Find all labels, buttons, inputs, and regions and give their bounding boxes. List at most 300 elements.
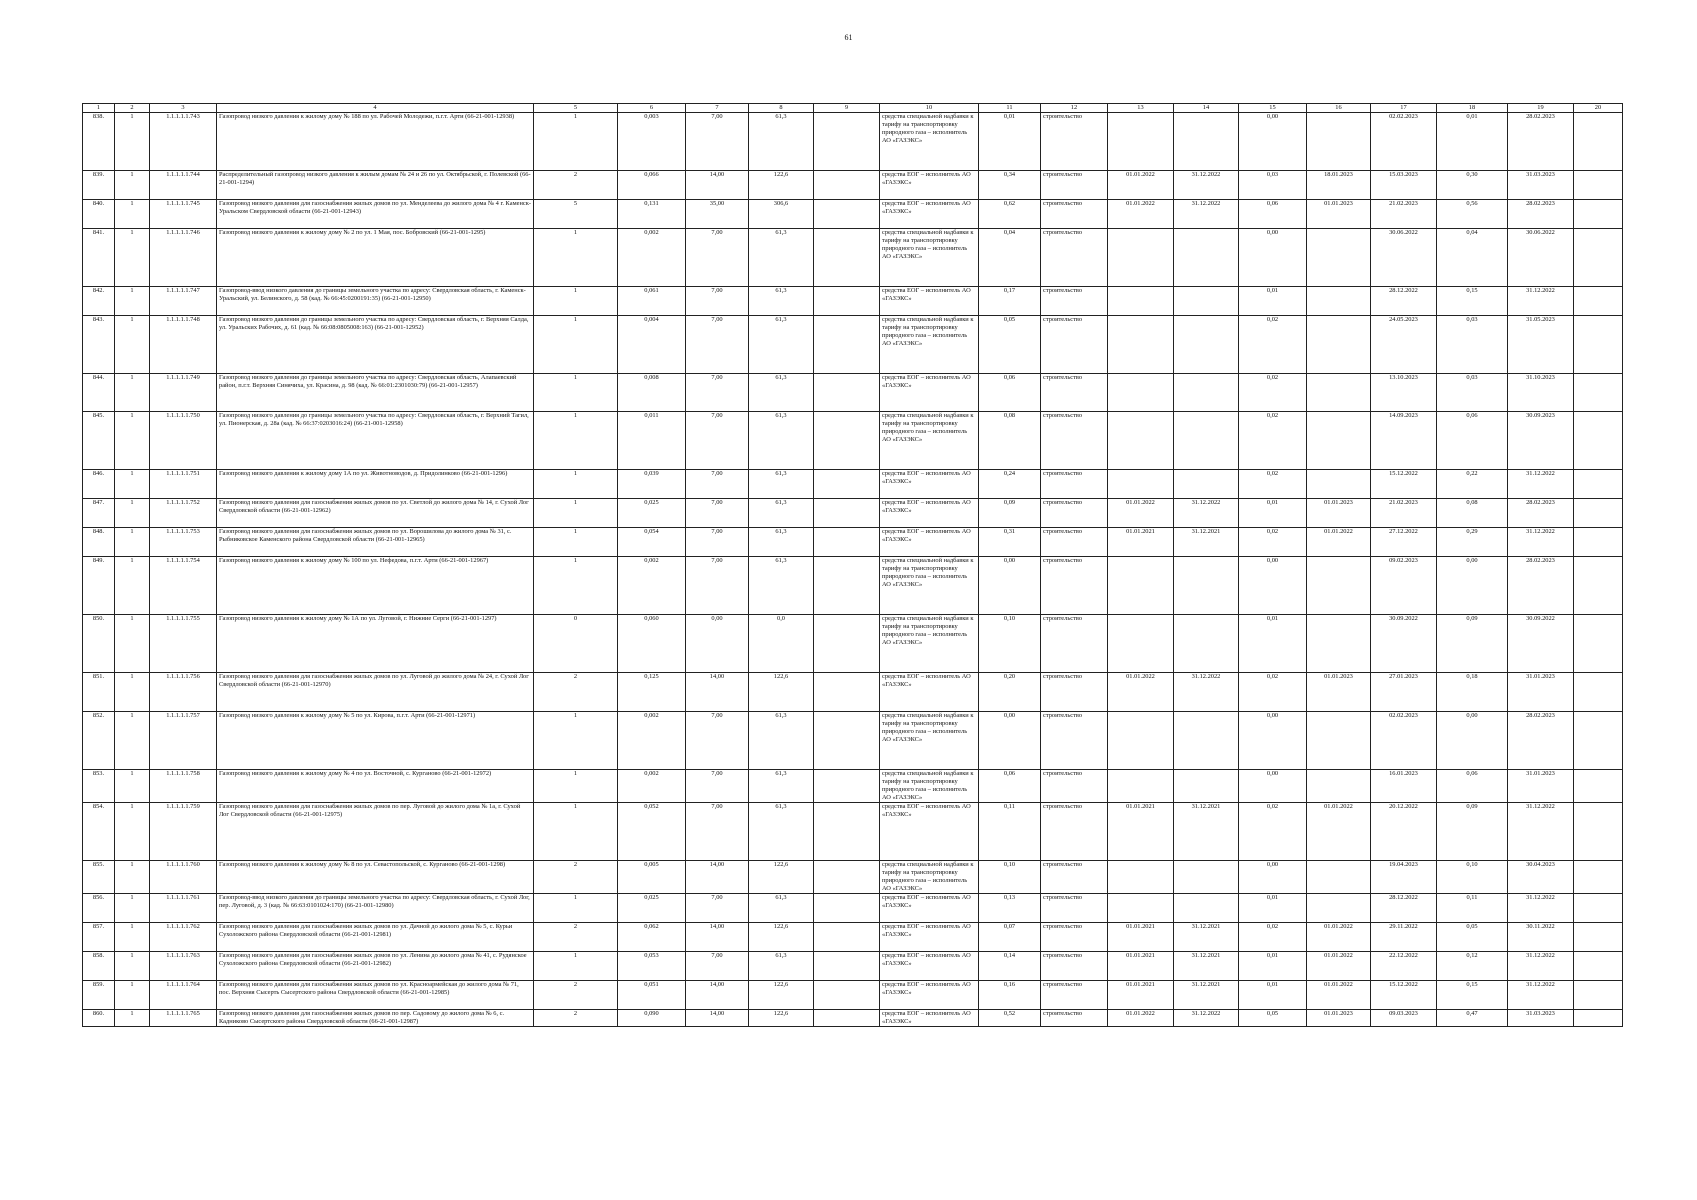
cell-col20 <box>1574 615 1623 673</box>
cell-col20 <box>1574 316 1623 374</box>
cell-col8: 122,6 <box>749 980 814 1009</box>
cell-col2: 1 <box>115 951 150 980</box>
cell-col5: 2 <box>534 860 618 893</box>
cell-col18: 0,11 <box>1437 893 1508 922</box>
cell-col11: 0,09 <box>979 499 1041 528</box>
cell-end-date: 31.12.2022 <box>1174 673 1239 712</box>
cell-object-name: Газопровод низкого давления для газоснабжения жилых домов по пер. Луговой до жилого дома № 1а, г. Сухой Лог Свердловской области (66-21-001-12975) <box>217 802 534 860</box>
table-row <box>83 980 1623 1009</box>
cell-funding-source: средства ЕОГ – исполнитель АО «ГАЗЭКС» <box>880 922 979 951</box>
cell-end-date <box>1174 557 1239 615</box>
cell-work-type: строительство <box>1041 557 1108 615</box>
cell-col20 <box>1574 374 1623 412</box>
column-header-10: 10 <box>880 104 979 113</box>
column-header-19: 19 <box>1508 104 1574 113</box>
cell-col2: 1 <box>115 1009 150 1026</box>
cell-end-date: 31.12.2021 <box>1174 951 1239 980</box>
cell-row-number: 853. <box>83 770 115 803</box>
cell-col18: 0,01 <box>1437 113 1508 171</box>
table-row <box>83 673 1623 712</box>
cell-length: 0,005 <box>618 860 686 893</box>
cell-start-date <box>1108 860 1174 893</box>
cell-col18: 0,00 <box>1437 557 1508 615</box>
cell-length: 0,125 <box>618 673 686 712</box>
cell-row-number: 848. <box>83 528 115 557</box>
cell-col20 <box>1574 893 1623 922</box>
cell-col11: 0,10 <box>979 615 1041 673</box>
cell-object-name: Газопровод-ввод низкого давления до границы земельного участка по адресу: Свердловская область, г. Сухой Лог, пер. Луговой, д. 3 (кад. № 66:63:0101024:170) (66-21-001-12980) <box>217 893 534 922</box>
cell-col20 <box>1574 113 1623 171</box>
cell-col9 <box>814 316 880 374</box>
cell-code: 1.1.1.1.1.757 <box>150 712 217 770</box>
cell-col11: 0,34 <box>979 171 1041 200</box>
cell-col7: 7,00 <box>686 499 749 528</box>
cell-col8: 61,3 <box>749 229 814 287</box>
table-row <box>83 200 1623 229</box>
column-header-4: 4 <box>217 104 534 113</box>
cell-work-type: строительство <box>1041 287 1108 316</box>
column-header-6: 6 <box>618 104 686 113</box>
cell-date17: 09.02.2023 <box>1371 557 1437 615</box>
cell-row-number: 839. <box>83 171 115 200</box>
cell-funding-source: средства ЕОГ – исполнитель АО «ГАЗЭКС» <box>880 499 979 528</box>
column-header-2: 2 <box>115 104 150 113</box>
cell-col9 <box>814 470 880 499</box>
cell-row-number: 849. <box>83 557 115 615</box>
cell-start-date <box>1108 412 1174 470</box>
cell-date17: 27.12.2022 <box>1371 528 1437 557</box>
cell-funding-source: средства ЕОГ – исполнитель АО «ГАЗЭКС» <box>880 673 979 712</box>
cell-length: 0,054 <box>618 528 686 557</box>
cell-date17: 29.11.2022 <box>1371 922 1437 951</box>
cell-col5: 2 <box>534 922 618 951</box>
column-header-7: 7 <box>686 104 749 113</box>
table-row <box>83 770 1623 803</box>
cell-end-date <box>1174 113 1239 171</box>
cell-col8: 61,3 <box>749 893 814 922</box>
cell-col2: 1 <box>115 171 150 200</box>
cell-col7: 7,00 <box>686 528 749 557</box>
cell-col2: 1 <box>115 113 150 171</box>
cell-col7: 14,00 <box>686 922 749 951</box>
cell-col8: 61,3 <box>749 316 814 374</box>
cell-start-date: 01.01.2022 <box>1108 1009 1174 1026</box>
cell-col15: 0,00 <box>1239 113 1307 171</box>
cell-col20 <box>1574 528 1623 557</box>
cell-work-type: строительство <box>1041 374 1108 412</box>
cell-col16: 01.01.2023 <box>1307 499 1371 528</box>
cell-row-number: 855. <box>83 860 115 893</box>
cell-col11: 0,06 <box>979 770 1041 803</box>
cell-col16: 01.01.2022 <box>1307 951 1371 980</box>
cell-length: 0,131 <box>618 200 686 229</box>
cell-col7: 7,00 <box>686 113 749 171</box>
cell-col20 <box>1574 229 1623 287</box>
cell-col18: 0,29 <box>1437 528 1508 557</box>
cell-col16 <box>1307 113 1371 171</box>
cell-object-name: Газопровод низкого давления к жилому дому № 5 по ул. Кирова, п.г.т. Арти (66-21-001-12971) <box>217 712 534 770</box>
cell-col15: 0,02 <box>1239 316 1307 374</box>
cell-col15: 0,01 <box>1239 287 1307 316</box>
cell-work-type: строительство <box>1041 673 1108 712</box>
cell-col8: 61,3 <box>749 113 814 171</box>
cell-col9 <box>814 412 880 470</box>
cell-date17: 21.02.2023 <box>1371 200 1437 229</box>
cell-row-number: 860. <box>83 1009 115 1026</box>
cell-row-number: 846. <box>83 470 115 499</box>
cell-col11: 0,16 <box>979 980 1041 1009</box>
cell-col20 <box>1574 712 1623 770</box>
column-header-12: 12 <box>1041 104 1108 113</box>
cell-col9 <box>814 1009 880 1026</box>
cell-col7: 14,00 <box>686 673 749 712</box>
cell-end-date <box>1174 316 1239 374</box>
cell-col8: 122,6 <box>749 1009 814 1026</box>
table-row <box>83 229 1623 287</box>
cell-col15: 0,02 <box>1239 528 1307 557</box>
cell-start-date <box>1108 229 1174 287</box>
cell-row-number: 858. <box>83 951 115 980</box>
cell-end-date <box>1174 287 1239 316</box>
cell-date19: 31.12.2022 <box>1508 802 1574 860</box>
cell-date19: 28.02.2023 <box>1508 557 1574 615</box>
cell-col11: 0,00 <box>979 712 1041 770</box>
cell-col16: 01.01.2023 <box>1307 673 1371 712</box>
cell-row-number: 844. <box>83 374 115 412</box>
column-header-15: 15 <box>1239 104 1307 113</box>
cell-col18: 0,05 <box>1437 922 1508 951</box>
cell-col15: 0,05 <box>1239 1009 1307 1026</box>
column-header-13: 13 <box>1108 104 1174 113</box>
cell-col9 <box>814 113 880 171</box>
cell-col5: 1 <box>534 893 618 922</box>
cell-length: 0,025 <box>618 499 686 528</box>
cell-col9 <box>814 499 880 528</box>
cell-col18: 0,09 <box>1437 615 1508 673</box>
column-header-5: 5 <box>534 104 618 113</box>
cell-col9 <box>814 893 880 922</box>
cell-object-name: Газопровод низкого давления до границы земельного участка по адресу: Свердловская область, Алапаевский район, п.г.т. Верхняя Синячиха, ул. Красина, д. 98 (кад. № 66:01:2301030:79) (66-21-001-12957) <box>217 374 534 412</box>
cell-work-type: строительство <box>1041 528 1108 557</box>
cell-col8: 61,3 <box>749 557 814 615</box>
cell-work-type: строительство <box>1041 893 1108 922</box>
cell-end-date: 31.12.2022 <box>1174 1009 1239 1026</box>
cell-work-type: строительство <box>1041 470 1108 499</box>
cell-length: 0,090 <box>618 1009 686 1026</box>
cell-col15: 0,02 <box>1239 802 1307 860</box>
cell-col9 <box>814 528 880 557</box>
cell-work-type: строительство <box>1041 316 1108 374</box>
cell-object-name: Газопровод низкого давления для газоснабжения жилых домов по ул. Ленина до жилого дома № 41, с. Рудянское Сухоложского района Свердловской области (66-21-001-12982) <box>217 951 534 980</box>
cell-col7: 14,00 <box>686 860 749 893</box>
table-row <box>83 499 1623 528</box>
cell-work-type: строительство <box>1041 860 1108 893</box>
cell-col8: 122,6 <box>749 171 814 200</box>
cell-object-name: Газопровод низкого давления для газоснабжения жилых домов по ул. Красноармейская до жилого дома № 71, пос. Верхняя Сысерть Сысертского района Свердловской области (66-21-001-12985) <box>217 980 534 1009</box>
cell-date19: 28.02.2023 <box>1508 113 1574 171</box>
cell-col15: 0,02 <box>1239 673 1307 712</box>
cell-code: 1.1.1.1.1.759 <box>150 802 217 860</box>
cell-work-type: строительство <box>1041 412 1108 470</box>
cell-col8: 61,3 <box>749 412 814 470</box>
cell-col15: 0,00 <box>1239 557 1307 615</box>
cell-col20 <box>1574 200 1623 229</box>
cell-date17: 30.09.2022 <box>1371 615 1437 673</box>
cell-end-date <box>1174 860 1239 893</box>
cell-object-name: Распределительный газопровод низкого давления к жилым домам № 24 и 26 по ул. Октябрьской, г. Полевской (66-21-001-1294) <box>217 171 534 200</box>
cell-col16: 01.01.2022 <box>1307 528 1371 557</box>
cell-col7: 7,00 <box>686 893 749 922</box>
table-body <box>83 113 1623 1027</box>
cell-col20 <box>1574 470 1623 499</box>
cell-funding-source: средства специальной надбавки к тарифу на транспортировку природного газа – исполнитель АО «ГАЗЭКС» <box>880 860 979 893</box>
cell-date19: 28.02.2023 <box>1508 499 1574 528</box>
cell-work-type: строительство <box>1041 200 1108 229</box>
column-header-14: 14 <box>1174 104 1239 113</box>
cell-date19: 28.02.2023 <box>1508 712 1574 770</box>
cell-col20 <box>1574 980 1623 1009</box>
cell-code: 1.1.1.1.1.748 <box>150 316 217 374</box>
cell-col16: 18.01.2023 <box>1307 171 1371 200</box>
cell-col20 <box>1574 557 1623 615</box>
cell-work-type: строительство <box>1041 951 1108 980</box>
cell-date17: 13.10.2023 <box>1371 374 1437 412</box>
cell-funding-source: средства специальной надбавки к тарифу на транспортировку природного газа – исполнитель АО «ГАЗЭКС» <box>880 113 979 171</box>
cell-row-number: 852. <box>83 712 115 770</box>
cell-end-date <box>1174 770 1239 803</box>
cell-col18: 0,56 <box>1437 200 1508 229</box>
cell-col16 <box>1307 374 1371 412</box>
cell-code: 1.1.1.1.1.744 <box>150 171 217 200</box>
cell-date17: 15.03.2023 <box>1371 171 1437 200</box>
cell-col15: 0,02 <box>1239 374 1307 412</box>
cell-col15: 0,01 <box>1239 893 1307 922</box>
cell-date17: 28.12.2022 <box>1371 287 1437 316</box>
cell-start-date: 01.01.2021 <box>1108 980 1174 1009</box>
cell-col15: 0,02 <box>1239 412 1307 470</box>
objects-table <box>82 103 1623 1027</box>
cell-date17: 28.12.2022 <box>1371 893 1437 922</box>
cell-code: 1.1.1.1.1.749 <box>150 374 217 412</box>
cell-row-number: 851. <box>83 673 115 712</box>
cell-date19: 31.01.2023 <box>1508 770 1574 803</box>
cell-col18: 0,30 <box>1437 171 1508 200</box>
cell-funding-source: средства специальной надбавки к тарифу на транспортировку природного газа – исполнитель АО «ГАЗЭКС» <box>880 615 979 673</box>
cell-col2: 1 <box>115 860 150 893</box>
table-row <box>83 712 1623 770</box>
cell-funding-source: средства ЕОГ – исполнитель АО «ГАЗЭКС» <box>880 1009 979 1026</box>
cell-code: 1.1.1.1.1.752 <box>150 499 217 528</box>
cell-row-number: 859. <box>83 980 115 1009</box>
table-row <box>83 802 1623 860</box>
cell-work-type: строительство <box>1041 615 1108 673</box>
cell-row-number: 854. <box>83 802 115 860</box>
cell-col5: 1 <box>534 374 618 412</box>
cell-col9 <box>814 615 880 673</box>
cell-end-date: 31.12.2021 <box>1174 528 1239 557</box>
cell-col5: 1 <box>534 412 618 470</box>
cell-col15: 0,00 <box>1239 860 1307 893</box>
cell-col16 <box>1307 712 1371 770</box>
cell-end-date <box>1174 470 1239 499</box>
cell-col9 <box>814 171 880 200</box>
cell-col8: 122,6 <box>749 922 814 951</box>
table-row <box>83 412 1623 470</box>
cell-funding-source: средства специальной надбавки к тарифу на транспортировку природного газа – исполнитель АО «ГАЗЭКС» <box>880 229 979 287</box>
column-header-8: 8 <box>749 104 814 113</box>
cell-funding-source: средства специальной надбавки к тарифу на транспортировку природного газа – исполнитель АО «ГАЗЭКС» <box>880 557 979 615</box>
cell-start-date <box>1108 557 1174 615</box>
cell-col5: 1 <box>534 499 618 528</box>
cell-col2: 1 <box>115 287 150 316</box>
cell-col2: 1 <box>115 470 150 499</box>
cell-col5: 1 <box>534 557 618 615</box>
cell-col7: 7,00 <box>686 412 749 470</box>
cell-col5: 2 <box>534 673 618 712</box>
cell-col15: 0,01 <box>1239 615 1307 673</box>
cell-start-date <box>1108 316 1174 374</box>
table-row <box>83 860 1623 893</box>
cell-col2: 1 <box>115 528 150 557</box>
cell-col8: 306,6 <box>749 200 814 229</box>
cell-col11: 0,13 <box>979 893 1041 922</box>
cell-col18: 0,03 <box>1437 316 1508 374</box>
cell-start-date: 01.01.2022 <box>1108 200 1174 229</box>
cell-col9 <box>814 802 880 860</box>
cell-funding-source: средства ЕОГ – исполнитель АО «ГАЗЭКС» <box>880 893 979 922</box>
cell-date19: 30.11.2022 <box>1508 922 1574 951</box>
cell-col7: 0,00 <box>686 615 749 673</box>
cell-col5: 1 <box>534 770 618 803</box>
cell-date19: 31.12.2022 <box>1508 528 1574 557</box>
cell-code: 1.1.1.1.1.746 <box>150 229 217 287</box>
cell-work-type: строительство <box>1041 229 1108 287</box>
cell-col18: 0,06 <box>1437 412 1508 470</box>
cell-date19: 30.06.2022 <box>1508 229 1574 287</box>
cell-col16 <box>1307 229 1371 287</box>
cell-col7: 7,00 <box>686 316 749 374</box>
cell-end-date <box>1174 893 1239 922</box>
cell-col11: 0,10 <box>979 860 1041 893</box>
cell-col2: 1 <box>115 499 150 528</box>
cell-work-type: строительство <box>1041 171 1108 200</box>
cell-col18: 0,10 <box>1437 860 1508 893</box>
cell-col7: 7,00 <box>686 557 749 615</box>
cell-col15: 0,00 <box>1239 770 1307 803</box>
table-row <box>83 951 1623 980</box>
cell-col7: 35,00 <box>686 200 749 229</box>
cell-date19: 30.09.2023 <box>1508 412 1574 470</box>
cell-end-date: 31.12.2021 <box>1174 802 1239 860</box>
cell-work-type: строительство <box>1041 712 1108 770</box>
cell-date17: 09.03.2023 <box>1371 1009 1437 1026</box>
cell-col8: 61,3 <box>749 470 814 499</box>
cell-date17: 27.01.2023 <box>1371 673 1437 712</box>
cell-length: 0,053 <box>618 951 686 980</box>
cell-col9 <box>814 673 880 712</box>
cell-col20 <box>1574 499 1623 528</box>
cell-start-date <box>1108 893 1174 922</box>
cell-col11: 0,52 <box>979 1009 1041 1026</box>
cell-start-date: 01.01.2022 <box>1108 673 1174 712</box>
cell-end-date <box>1174 229 1239 287</box>
cell-object-name: Газопровод низкого давления до границы земельного участка по адресу: Свердловская область, г. Верхний Тагил, ул. Пионерская, д. 28а (кад. № 66:37:0203016:24) (66-21-001-12958) <box>217 412 534 470</box>
cell-object-name: Газопровод низкого давления до границы земельного участка по адресу: Свердловская область, г. Верхняя Салда, ул. Уральских Рабочих, д. 61 (кад. № 66:08:0805008:163) (66-21-001-12952) <box>217 316 534 374</box>
cell-col2: 1 <box>115 557 150 615</box>
cell-date19: 31.12.2022 <box>1508 980 1574 1009</box>
cell-row-number: 857. <box>83 922 115 951</box>
cell-length: 0,052 <box>618 802 686 860</box>
cell-length: 0,002 <box>618 229 686 287</box>
cell-date19: 31.03.2023 <box>1508 171 1574 200</box>
cell-code: 1.1.1.1.1.754 <box>150 557 217 615</box>
cell-col9 <box>814 229 880 287</box>
cell-funding-source: средства специальной надбавки к тарифу на транспортировку природного газа – исполнитель АО «ГАЗЭКС» <box>880 316 979 374</box>
cell-col20 <box>1574 922 1623 951</box>
cell-funding-source: средства ЕОГ – исполнитель АО «ГАЗЭКС» <box>880 980 979 1009</box>
cell-col5: 2 <box>534 171 618 200</box>
cell-date17: 30.06.2022 <box>1371 229 1437 287</box>
cell-col16 <box>1307 770 1371 803</box>
cell-col9 <box>814 951 880 980</box>
cell-col18: 0,15 <box>1437 287 1508 316</box>
cell-col2: 1 <box>115 374 150 412</box>
cell-end-date: 31.12.2021 <box>1174 922 1239 951</box>
cell-col2: 1 <box>115 673 150 712</box>
cell-col7: 7,00 <box>686 374 749 412</box>
cell-col5: 1 <box>534 951 618 980</box>
cell-work-type: строительство <box>1041 802 1108 860</box>
cell-row-number: 841. <box>83 229 115 287</box>
cell-col20 <box>1574 673 1623 712</box>
cell-col15: 0,06 <box>1239 200 1307 229</box>
column-header-18: 18 <box>1437 104 1508 113</box>
cell-col18: 0,18 <box>1437 673 1508 712</box>
cell-col16 <box>1307 557 1371 615</box>
cell-col20 <box>1574 802 1623 860</box>
cell-end-date: 31.12.2022 <box>1174 171 1239 200</box>
cell-col11: 0,24 <box>979 470 1041 499</box>
cell-col20 <box>1574 1009 1623 1026</box>
cell-end-date <box>1174 374 1239 412</box>
cell-col7: 7,00 <box>686 287 749 316</box>
cell-object-name: Газопровод низкого давления для газоснабжения жилых домов по пер. Садовому до жилого дома № 6, с. Кадниково Сысертского района Свердловской области (66-21-001-12987) <box>217 1009 534 1026</box>
cell-code: 1.1.1.1.1.761 <box>150 893 217 922</box>
cell-col5: 0 <box>534 615 618 673</box>
cell-funding-source: средства ЕОГ – исполнитель АО «ГАЗЭКС» <box>880 171 979 200</box>
cell-col5: 2 <box>534 1009 618 1026</box>
table-row <box>83 528 1623 557</box>
cell-start-date: 01.01.2022 <box>1108 499 1174 528</box>
cell-col7: 14,00 <box>686 980 749 1009</box>
table-row <box>83 922 1623 951</box>
cell-work-type: строительство <box>1041 980 1108 1009</box>
cell-col15: 0,00 <box>1239 712 1307 770</box>
cell-col9 <box>814 770 880 803</box>
cell-col16 <box>1307 470 1371 499</box>
cell-work-type: строительство <box>1041 113 1108 171</box>
cell-work-type: строительство <box>1041 499 1108 528</box>
cell-col11: 0,11 <box>979 802 1041 860</box>
cell-col2: 1 <box>115 316 150 374</box>
cell-col2: 1 <box>115 412 150 470</box>
cell-date19: 31.12.2022 <box>1508 893 1574 922</box>
cell-col9 <box>814 922 880 951</box>
column-header-17: 17 <box>1371 104 1437 113</box>
column-header-20: 20 <box>1574 104 1623 113</box>
cell-col8: 61,3 <box>749 770 814 803</box>
cell-col2: 1 <box>115 980 150 1009</box>
